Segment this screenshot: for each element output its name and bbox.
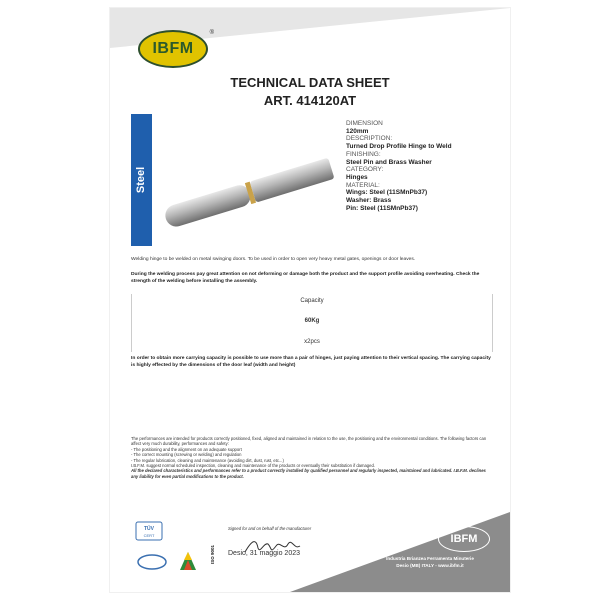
spec-dimension-value: 120mm: [346, 127, 369, 135]
capacity-table: [131, 294, 493, 352]
capacity-value: 60Kg: [304, 318, 320, 324]
tuv-mark: TÜV: [144, 526, 154, 532]
corner-decoration-bottom: [290, 512, 510, 592]
capacity-quantity: x2pcs: [304, 339, 320, 345]
performance-disclaimer: [131, 436, 491, 479]
data-sheet-page: [110, 8, 510, 592]
title-line-2: ART. 414120AT: [263, 93, 357, 108]
spec-material-line: Pin: Steel (11SMnPb37): [346, 204, 418, 212]
spec-category-value: Hinges: [346, 173, 368, 181]
title-line-1: TECHNICAL DATA SHEET: [230, 75, 390, 90]
spec-dimension-label: DIMENSION: [346, 120, 383, 127]
product-description: Welding hinge to be welded on metal swinging doors. To be used in order to open very heavy metal gates, openings or door leaves.: [131, 257, 416, 262]
spec-category-label: CATEGORY:: [346, 166, 384, 174]
cert-mark: CERT: [143, 533, 155, 538]
disclaimer-intro: The performances are intended for products correctly positioned, fixed, aligned and maintained in relation to the use, the positioning and the environmental conditions. The following factors can affect very much durability, performances and safety:: [131, 436, 487, 447]
spec-material-line: Washer: Brass: [346, 197, 392, 205]
iso-mark: ISO 9001: [210, 544, 215, 564]
capacity-header: Capacity: [300, 298, 324, 304]
footer-logo-text: IBFM: [450, 533, 478, 545]
spec-description-value: Turned Drop Profile Hinge to Weld: [346, 143, 452, 151]
disclaimer-bullet: - The regular lubrication, cleaning and maintenance (avoiding dirt, dust, rust, etc...): [131, 457, 284, 463]
material-side-tab: [131, 114, 152, 246]
certification-logos: [132, 520, 228, 576]
spec-material-line: Wings: Steel (11SMnPb37): [346, 189, 428, 197]
registered-mark: ®: [209, 30, 214, 36]
hinge-product-image: [160, 148, 340, 238]
spec-material-label: MATERIAL:: [346, 181, 380, 189]
ibfm-logo: [138, 30, 214, 68]
company-address: Desio (MB) ITALY - www.ibfm.it: [396, 562, 464, 568]
disclaimer-liability: All the declared characteristics and performances refer to a product correctly installed by qualified personnel and regularly inspected, maintained and lubricated. I.B.F.M. declines any liability for even partial modifications to the product.: [131, 468, 486, 479]
disclaimer-bullet: - The positioning and the alignment on an adequate support: [131, 446, 242, 452]
ibfm-footer-logo: [438, 526, 490, 552]
disclaimer-bullet: I.B.F.M. suggest normal scheduled inspection, cleaning and maintenance of the products or eventually their substitution if damaged.: [131, 463, 375, 469]
spec-list: [346, 120, 506, 212]
signature-date: Desio, 31 maggio 2023: [228, 550, 300, 557]
page-title: [110, 74, 510, 110]
disclaimer-bullet: - The correct mounting (screwing or welding) and regulation: [131, 452, 242, 458]
company-name: Industria Brianzea Ferramenta Minuterie: [386, 556, 474, 561]
spec-description-label: DESCRIPTION:: [346, 135, 393, 143]
side-tab-label: Steel: [135, 166, 148, 194]
capacity-note: In order to obtain more carrying capacity is possible to use more than a pair of hinges, just paying attention to their vertical spacing. The carrying capacity is highly effected by the dimensions of the door leaf (width and height): [131, 356, 491, 368]
company-info: [355, 556, 505, 569]
logo-text: IBFM: [152, 40, 194, 57]
spec-finishing-label: FINISHING:: [346, 150, 381, 158]
welding-warning: During the welding process pay great attention on not deforming or damage both the product and the support profile avoiding overheating. Check the strength of the welding before installing the assembly.: [131, 272, 480, 284]
spec-finishing-value: Steel Pin and Brass Washer: [346, 158, 432, 166]
signed-for-label: Signed for and on behalf of the manufacturer: [228, 526, 312, 531]
